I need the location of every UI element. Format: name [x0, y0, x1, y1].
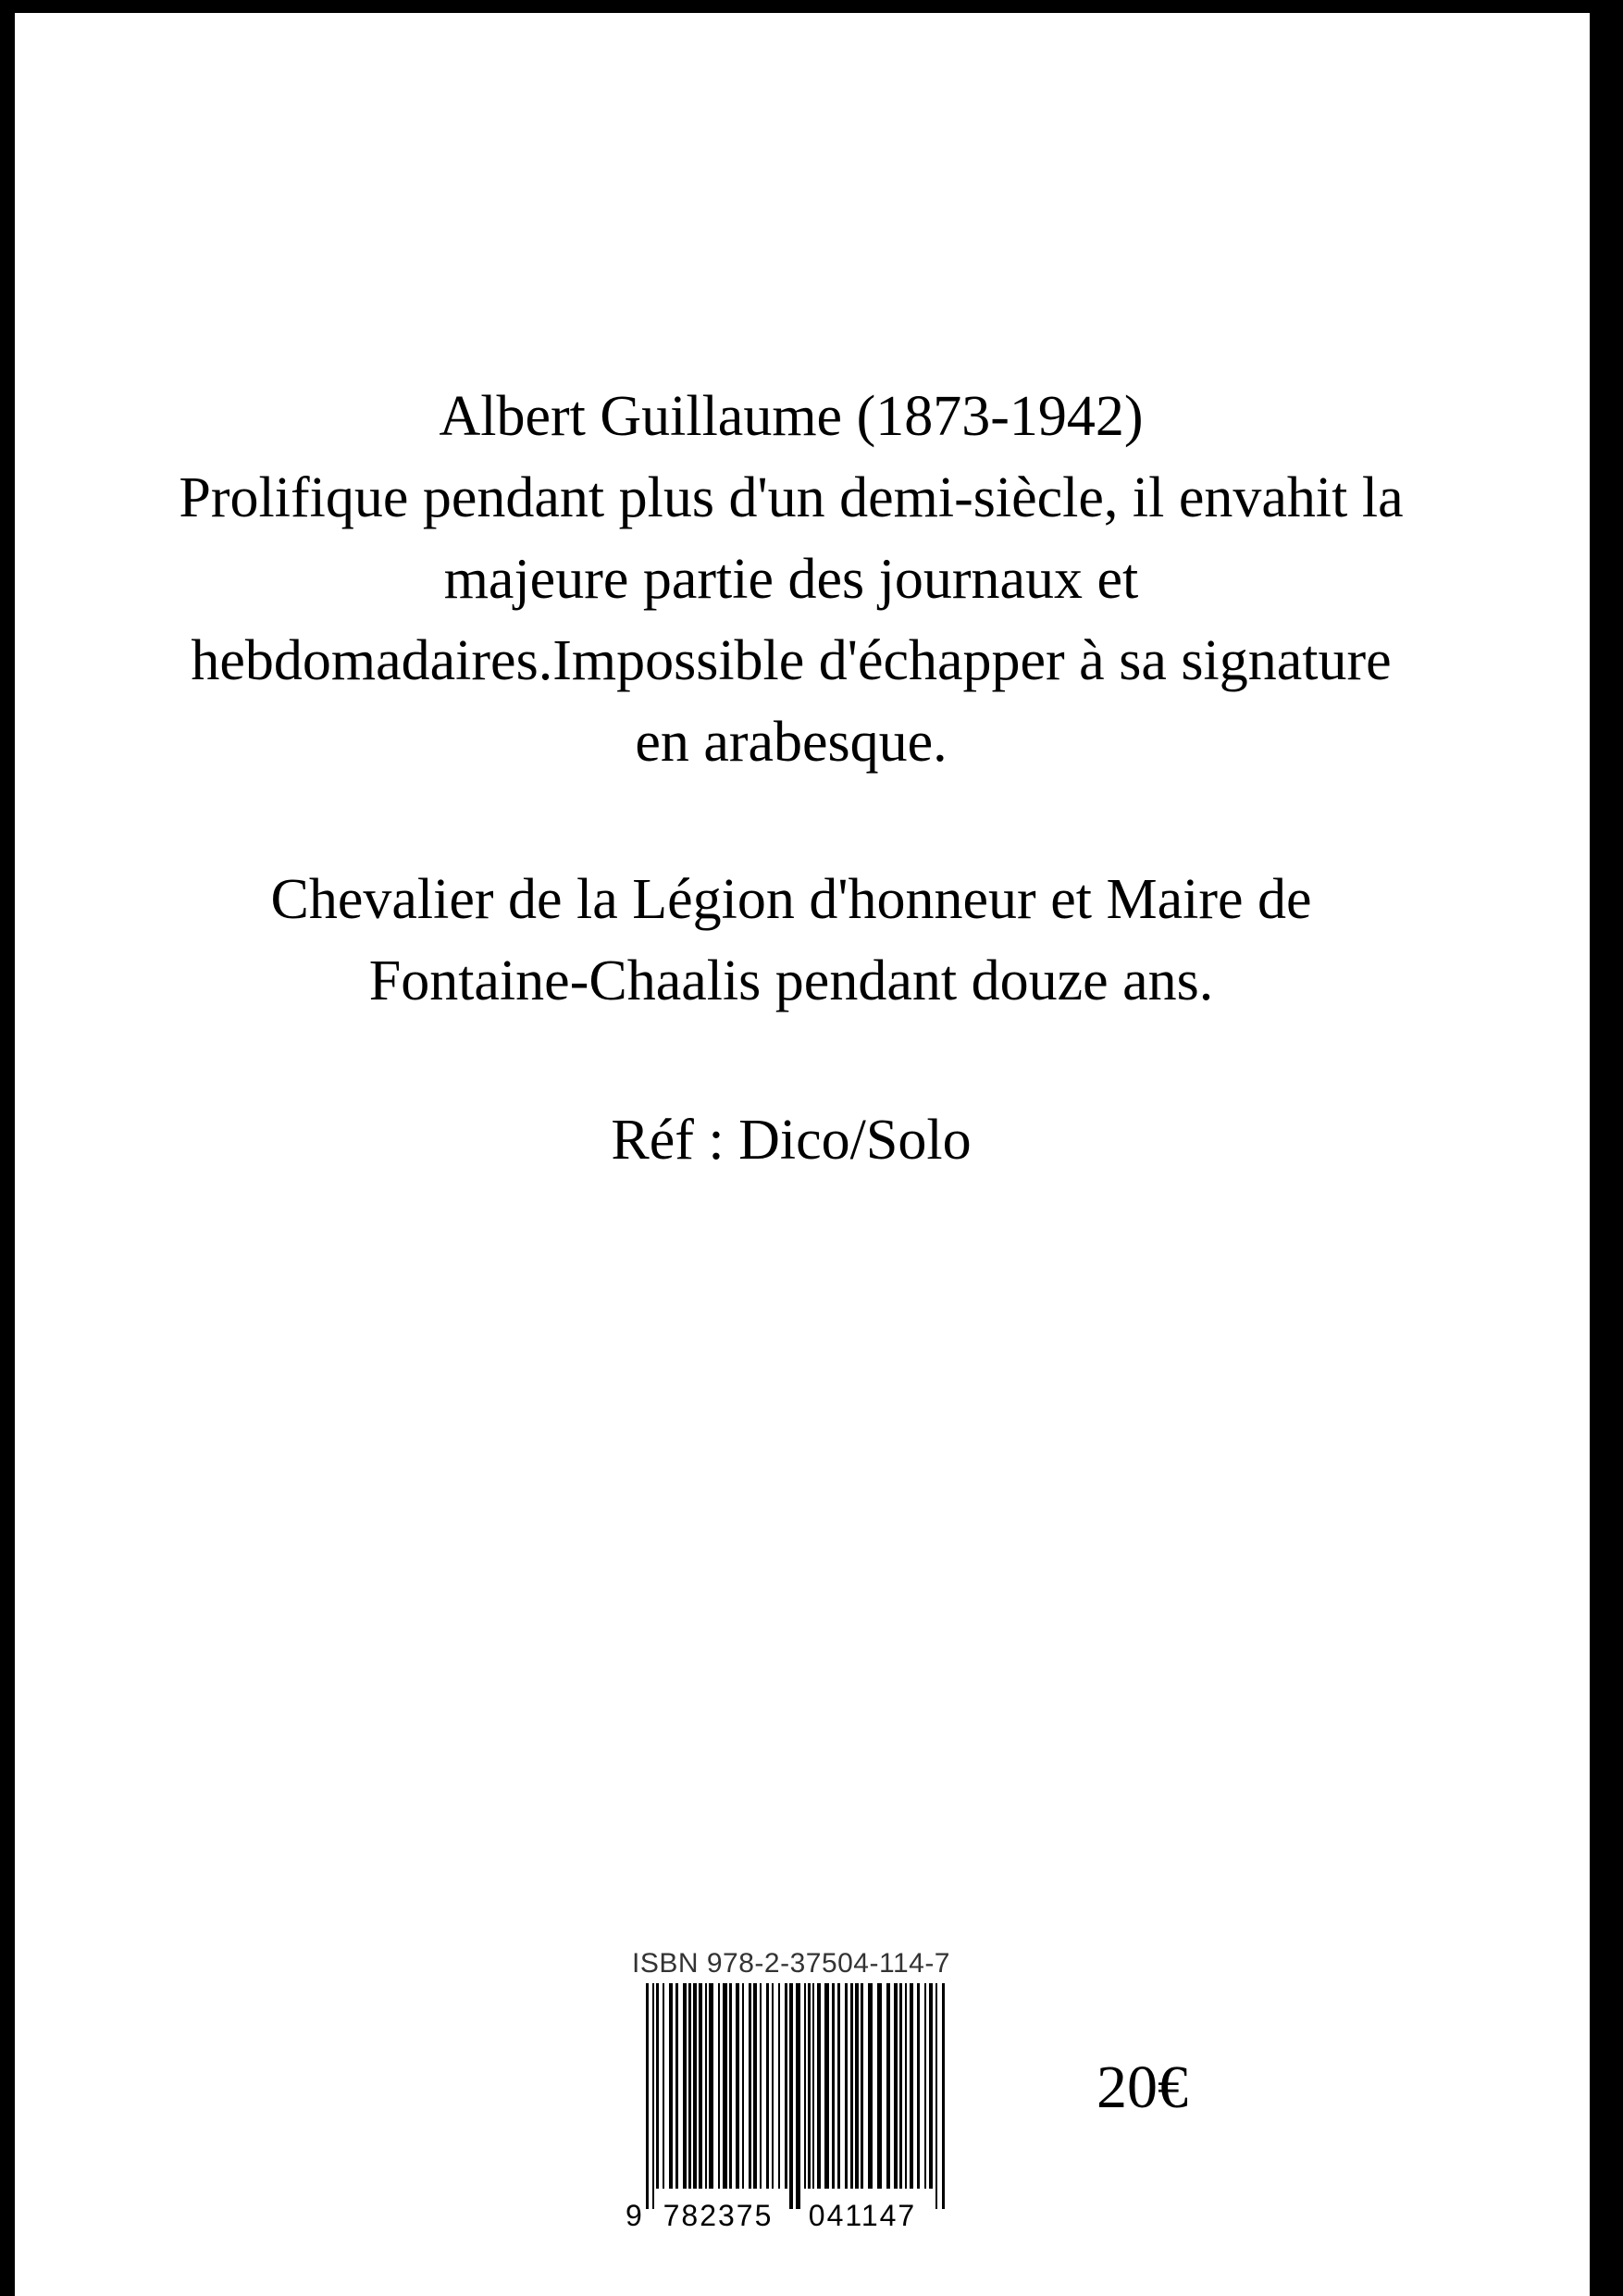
- barcode-digits-right: 041147: [808, 2199, 917, 2232]
- barcode-bar: [910, 1983, 913, 2189]
- honors-line-2: Fontaine-Chaalis pendant douze ans.: [368, 949, 1214, 1012]
- bio-line-2: Prolifique pendant plus d'un demi-siècle, il envahit la: [179, 466, 1404, 529]
- barcode-bar: [718, 1983, 720, 2189]
- barcode-bar: [669, 1983, 673, 2189]
- barcode-bar: [855, 1983, 859, 2189]
- barcode-bar: [868, 1983, 873, 2189]
- barcode-bar: [736, 1983, 739, 2189]
- barcode-bar: [845, 1983, 848, 2189]
- barcode-bar: [785, 1983, 787, 2189]
- barcode-bar: [935, 1983, 937, 2209]
- reference: [37, 1099, 1545, 1181]
- barcode-bar: [886, 1983, 890, 2189]
- isbn-label: ISBN 978-2-37504-114-7: [632, 1948, 950, 1979]
- price: 20€: [1096, 2054, 1188, 2121]
- bio-line-1: Albert Guillaume (1873-1942): [439, 385, 1144, 448]
- barcode-bar: [817, 1983, 821, 2189]
- honors-line-1: Chevalier de la Légion d'honneur et Maire de: [270, 868, 1312, 931]
- barcode-bar: [850, 1983, 853, 2189]
- author-honors: [37, 859, 1545, 1022]
- barcode-bar: [824, 1983, 829, 2189]
- barcode-bar: [646, 1983, 649, 2209]
- barcode-bar: [705, 1983, 707, 2189]
- barcode-bar: [894, 1983, 898, 2189]
- barcode-bar: [905, 1983, 907, 2189]
- barcode-bar: [656, 1983, 659, 2189]
- barcode-bar: [753, 1983, 757, 2189]
- barcode-bar: [699, 1983, 702, 2189]
- barcode-bar: [861, 1983, 863, 2189]
- barcode-bar: [766, 1983, 769, 2189]
- barcode-bar: [789, 1983, 793, 2209]
- barcode-bar: [877, 1983, 882, 2189]
- author-bio: [37, 376, 1545, 783]
- barcode-bar: [709, 1983, 713, 2189]
- barcode-bar: [663, 1983, 664, 2189]
- barcode-bar: [742, 1983, 744, 2189]
- barcode-bar: [683, 1983, 687, 2189]
- reference-text: Réf : Dico/Solo: [611, 1109, 972, 1172]
- barcode-bar: [778, 1983, 780, 2189]
- bio-line-3: majeure partie des journaux et: [443, 548, 1139, 611]
- barcode-bar: [837, 1983, 840, 2189]
- barcode-bar: [675, 1983, 678, 2189]
- barcode-bar: [772, 1983, 774, 2189]
- barcode-digit-first: 9: [626, 2199, 642, 2232]
- barcode-bar: [693, 1983, 697, 2189]
- barcode-bar: [942, 1983, 945, 2209]
- barcode-bar: [796, 1983, 800, 2209]
- barcode-bar: [899, 1983, 902, 2189]
- barcode-bar: [688, 1983, 691, 2189]
- isbn-barcode: [618, 1983, 970, 2235]
- barcode-bar: [832, 1983, 835, 2189]
- bio-line-4: hebdomadaires.Impossible d'échapper à sa signature: [191, 629, 1392, 692]
- barcode-bar: [749, 1983, 751, 2189]
- barcode-bar: [652, 1983, 654, 2209]
- barcode-bar: [804, 1983, 806, 2189]
- bio-line-5: en arabesque.: [635, 711, 948, 774]
- barcode-bar: [929, 1983, 933, 2189]
- barcode-bar: [729, 1983, 732, 2189]
- barcode-bar: [808, 1983, 811, 2189]
- barcode-graphic: [618, 1983, 970, 2235]
- barcode-bar: [760, 1983, 762, 2189]
- barcode-bar: [812, 1983, 814, 2189]
- barcode-digits-left: 782375: [663, 2199, 774, 2232]
- barcode-bar: [723, 1983, 727, 2189]
- barcode-bar: [924, 1983, 926, 2189]
- barcode-bar: [917, 1983, 920, 2189]
